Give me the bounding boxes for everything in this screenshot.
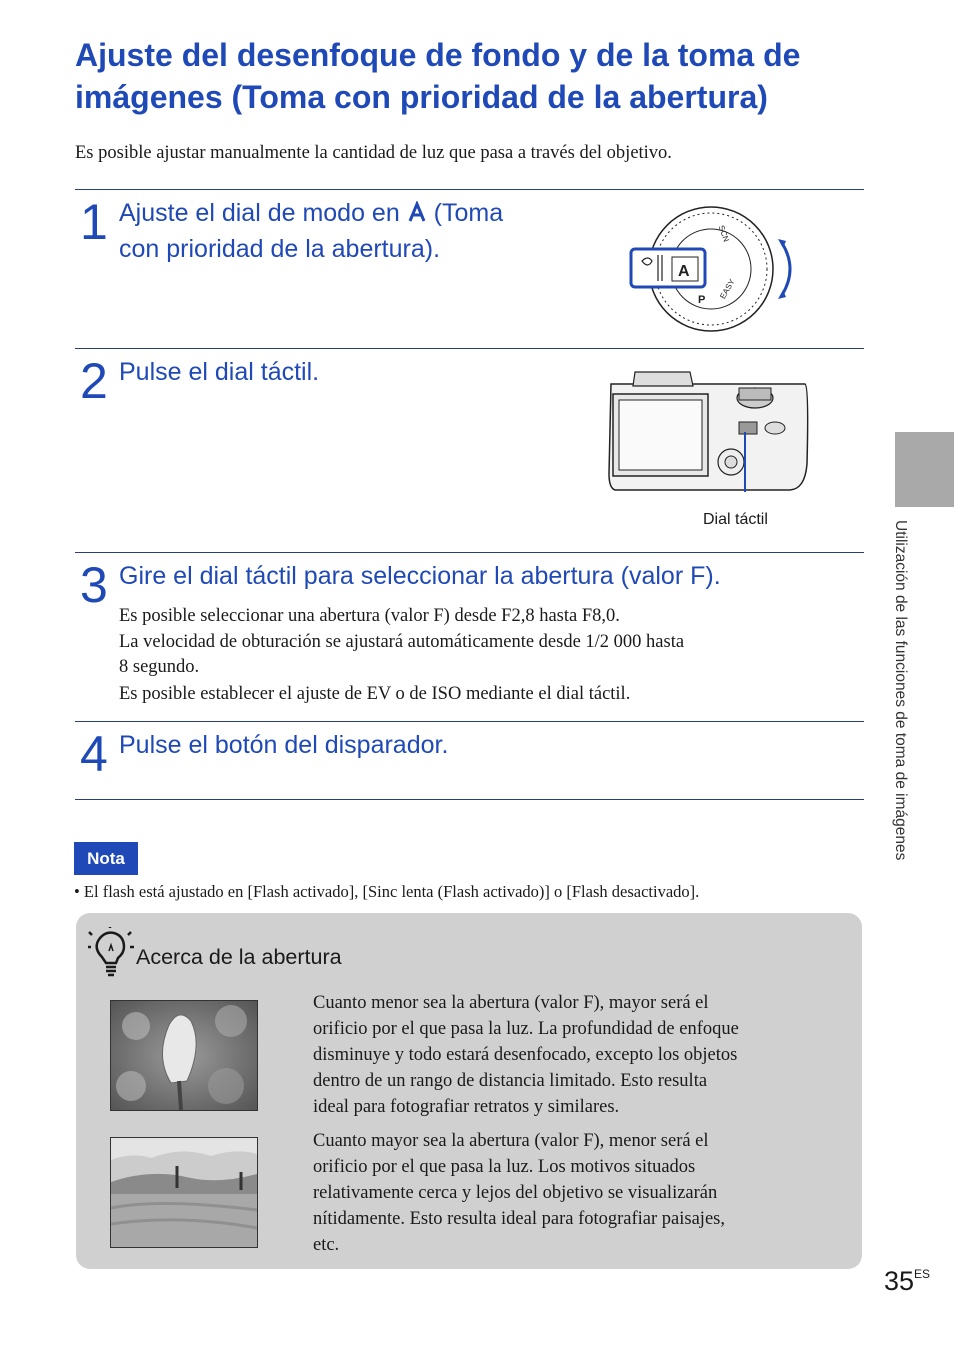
step-2-text: Pulse el dial táctil. xyxy=(119,358,320,386)
dial-p-label: P xyxy=(698,294,706,306)
landscape-photo xyxy=(110,1137,258,1248)
step-1-text-c: con prioridad de la abertura). xyxy=(119,235,441,263)
hint-line: disminuye y todo estará desenfocado, excepto los objetos xyxy=(313,1045,738,1065)
tulip-photo xyxy=(110,1000,258,1111)
step-3-line: 8 segundo. xyxy=(119,657,200,677)
page-title: Ajuste del desenfoque de fondo y de la toma de imágenes (Toma con prioridad de la abertura) xyxy=(75,37,801,115)
hint-line: etc. xyxy=(313,1235,340,1255)
hint-line: dentro de un rango de distancia limitado. Esto resulta xyxy=(313,1071,708,1091)
step-3-details xyxy=(119,603,819,707)
step-divider xyxy=(75,348,864,349)
intro-text: Es posible ajustar manualmente la cantidad de luz que pasa a través del objetivo. xyxy=(75,143,672,163)
mode-a-icon xyxy=(407,198,427,232)
dial-mode-a-label: A xyxy=(678,263,690,280)
camera-illustration xyxy=(605,364,810,504)
dial-scn-label: SCN xyxy=(716,224,731,244)
step-divider xyxy=(75,552,864,553)
step-3-line: Es posible establecer el ajuste de EV o de ISO mediante el dial táctil. xyxy=(119,684,631,704)
step-divider xyxy=(75,799,864,800)
step-4-text: Pulse el botón del disparador. xyxy=(119,731,449,759)
hint-line: relativamente cerca y lejos del objetivo se visualizarán xyxy=(313,1183,718,1203)
hint-line: orificio por el que pasa la luz. Los motivos situados xyxy=(313,1157,696,1177)
step-1-text-b: (Toma xyxy=(433,199,504,227)
nota-badge: Nota xyxy=(74,842,138,875)
mode-dial-illustration xyxy=(628,205,803,340)
hint-line: ideal para fotografiar retratos y similares. xyxy=(313,1097,620,1117)
page-number xyxy=(884,1266,930,1297)
hint-paragraph-2 xyxy=(313,1128,833,1258)
step-number: 4 xyxy=(80,726,107,782)
hint-line: orificio por el que pasa la luz. La profundidad de enfoque xyxy=(313,1019,739,1039)
step-divider xyxy=(75,721,864,722)
step-number: 2 xyxy=(80,353,107,409)
hint-line: nítidamente. Esto resulta ideal para fotografiar paisajes, xyxy=(313,1209,725,1229)
step-number: 3 xyxy=(80,557,107,613)
page-language-suffix: ES xyxy=(914,1267,931,1281)
lightbulb-icon xyxy=(88,927,134,984)
page-number-value: 35 xyxy=(884,1266,915,1296)
section-tab xyxy=(895,432,954,507)
hint-line: Cuanto menor sea la abertura (valor F), mayor será el xyxy=(313,993,709,1013)
bullet: • xyxy=(74,882,80,901)
hint-line: Cuanto mayor sea la abertura (valor F), menor será el xyxy=(313,1131,709,1151)
dial-caption: Dial táctil xyxy=(703,511,768,528)
dial-easy-label: EASY xyxy=(718,277,737,301)
hint-title: Acerca de la abertura xyxy=(136,945,342,969)
nota-text xyxy=(74,882,699,902)
step-3-line: La velocidad de obturación se ajustará automáticamente desde 1/2 000 hasta xyxy=(119,632,685,652)
step-divider xyxy=(75,189,864,190)
hint-paragraph-1 xyxy=(313,990,833,1120)
step-1-text-a: Ajuste el dial de modo en xyxy=(119,199,400,227)
step-3-text: Gire el dial táctil para seleccionar la abertura (valor F). xyxy=(119,562,721,590)
step-3-line: Es posible seleccionar una abertura (valor F) desde F2,8 hasta F8,0. xyxy=(119,606,620,626)
nota-content: El flash está ajustado en [Flash activado], [Sinc lenta (Flash activado)] o [Flash desactivado]. xyxy=(83,882,700,901)
section-label-text: Utilización de las funciones de toma de imágenes xyxy=(892,520,909,861)
section-label xyxy=(893,520,913,990)
step-1-text xyxy=(119,196,579,266)
step-number: 1 xyxy=(80,194,107,250)
